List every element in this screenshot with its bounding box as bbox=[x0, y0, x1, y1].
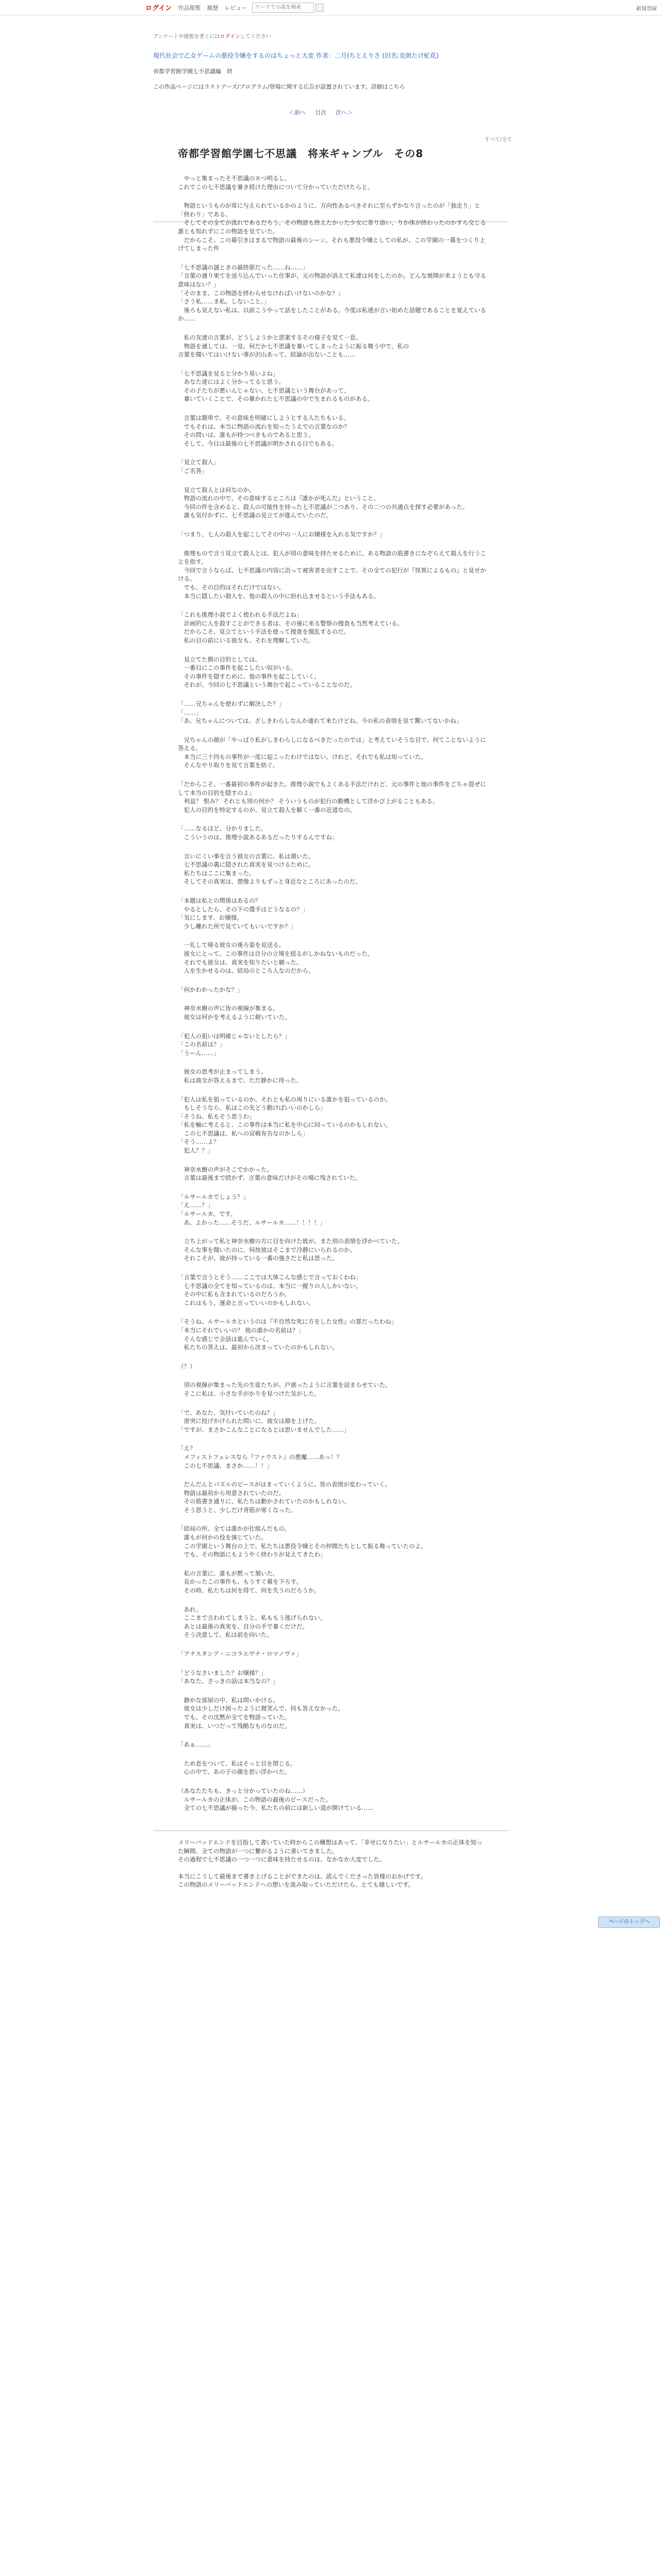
paragraph: （あなたたちも、きっと分かっていたのね……） ルサールカの正体が、この物語の最後のピースだった。 全ての七不思議が揃った今、私たちの前には新しい道が開けている…… bbox=[178, 1787, 374, 1812]
nav-item-works[interactable]: 作品閲覧 bbox=[178, 4, 201, 11]
notice-suffix: してください bbox=[240, 34, 271, 40]
paragraph: あれ。 ここまで言われてしまうと、私ももう逃げられない。 あとは最後の真実を、自分の手で暴くだけだ。 そう決意して、私は前を向いた。 bbox=[184, 1605, 326, 1639]
paragraph: 彼女の思考が止まってしまう。 私は彼女が答えるまで、ただ静かに待った。 bbox=[184, 1068, 303, 1084]
notice-login-link[interactable]: ログイン bbox=[220, 34, 240, 40]
paragraph: ため息をついて、私はそっと目を閉じる。 心の中で、あの子の顔を思い浮かべた。 bbox=[184, 1759, 296, 1776]
paragraph: 「つまり、七人の殺人を起こしてその中の一人にお嬢様を入れる気ですか？」 bbox=[178, 531, 386, 538]
paragraph: 見立てた側の目的としては、 一番目にこの事件を起こしたい奴がいる。 その事件を隠すために、他の事件を起こしていく。 それが、今回の七不思議という舞台で起こっていることなのだ。 bbox=[184, 655, 356, 689]
paragraph: 「アナスタシア・ニコラエヴナ・ロマノヴァ」 bbox=[178, 1650, 302, 1657]
next-link[interactable]: 次へ＞ bbox=[336, 109, 353, 116]
login-notice bbox=[153, 32, 271, 40]
paragraph: 「……なるほど、分かりました。 こういうのは、推理小説あるあるだったりするんですね」 bbox=[178, 825, 338, 841]
notice-prefix: アンケートや感想を書くには bbox=[153, 34, 220, 40]
paragraph: 別の視線が集まった先の生徒たちが、戸惑ったように言葉を詰まらせていた。 そこに私は、小さな手がかりを見つけた気がした。 bbox=[184, 1381, 391, 1397]
paragraph: 神奈水樹の声に皆の視線が集まる。 彼女は何かを考えるように俯いていた。 bbox=[184, 1005, 291, 1021]
paragraph: 「え？ メフィストフェレスなら『ファウスト』の悪魔……あっ！？ この七不思議、まさか……！！」 bbox=[178, 1445, 343, 1469]
paragraph: 「で、あなた、気付いていたのね？」 唐突に投げかけられた問いに、彼女は顔を上げた。 「ですが、まさかこんなことになるとは思いませんでした……」 bbox=[178, 1409, 350, 1433]
paragraph: 兄ちゃんの顔が「やっぱり私がしきわらしになるべきだったのでは」と考えていそうな目で、何てことないように答える。 本当に三十四もの事件が一度に起こったわけではない、けれど、それでも私は知っていた。 そんなやり取りを見て言葉を紡ぐ。 bbox=[178, 736, 486, 769]
paragraph: 言葉は簡単で、その意味を明確にしようとする人たちもいる。 でもそれは、本当に物語の流れを知ったうえでの言葉なのか？ その問いは、誰もが持つべきものであると思う。 そして、今日は最後の七不思議が明かされる日でもある。 bbox=[184, 414, 350, 447]
paragraph: 「結局の所、全ては誰かが仕組んだもの。 誰もが何かの役を演じていた。 この学園という舞台の上で、私たちは悪役令嬢とその仲間たちとして振る舞っていたのよ。 でも、その物語にもようやく終わりが見えてきたわ」 bbox=[178, 1525, 427, 1558]
paragraph: 「犯人は私を狙っているのか、それとも私の周りにいる誰かを狙っているのか。 もしそうなら、私はこの先どう動けばいいのかしら」 「そうね、私もそう思うわ」 「私を軸に考えると、この事件は本当に私を中心に回っているのかもしれない。 この七不思議は、私への宣戦布告なのかしら」 「そう……よ？ 犯人？？」 bbox=[178, 1095, 391, 1155]
paragraph: 見立て殺人とは何なのか。 物語の流れの中で、その意味するところは『誰かが死んだ』ということ。 今回の件を含めると、殺人の可能性を持った七不思議が二つあり、その二つの共通点を探す必要があった。 誰も気付かずに、七不思議の見立てが進んでいたのだ。 bbox=[184, 486, 469, 519]
login-link[interactable]: ログイン bbox=[145, 5, 172, 12]
paragraph: 「犯人の狙いは明確じゃないとしたら？」 「この名前は？」 「うーん……」 bbox=[178, 1032, 291, 1057]
nav-item-review[interactable]: レビュー bbox=[224, 4, 247, 11]
paragraph: 私の友達の言葉が、どうしようかと思案するその様子を見て一息、 物語を通しては、一見、何だか七不思議を暴いてしまったように振る舞う中で、私の 言葉を聞いてはいけない事が沢山あって、結論が出ないことも…… bbox=[178, 333, 409, 359]
paragraph: 「どうなさいました？お嬢様？」 「あなた、さっきの話は本当なの？」 bbox=[178, 1669, 279, 1685]
paragraph: 一礼して帰る彼女の後ろ姿を見送る。 彼女にとって、この事件は自分の立場を揺るがしかねないものだった。 それでも彼女は、真実を知りたいと願った。 人を生かせるのは、結局のところ人なのだから。 bbox=[184, 941, 374, 975]
page-top-button[interactable]: ページのトップへ bbox=[598, 1917, 660, 1928]
chapter-pager bbox=[289, 108, 353, 116]
paragraph: 「七不思議の謎ときの最終節だった……ね……」 「言葉の通り果てを送り込んでいった仕事が、元の物語が消えて私達は何をしたのか。どんな展開が来ようとも守る意味はない？」 「そのまま、この物語を終わらせなければいけないのかな？」 「さう私……ま私、しないこと。」 後ろも見えない私は、以前こうやって話をしたことがある。今度は私達が言い始めた話題であることを覚えているか…… bbox=[178, 263, 486, 323]
series-author[interactable]: 作者：二月(ちとえりさ (旧名:克朗たけ虻花) bbox=[316, 52, 439, 59]
paragraph: 静かな部屋の中、私は問いかける。 彼女は少しだけ困ったように微笑んで、何も答えなかった。 でも、その沈黙が全てを物語っていた。 真実は、いつだって残酷なものなのだ。 bbox=[184, 1696, 344, 1730]
paragraph: 「言葉で言うとそう……ここでは大体こんな感じで言っておくわね」 七不思議の全てを知っているのは、本当に一握りの人しかいない。 その中に私も含まれているのだろうか。 これはもう、運命と言っていいのかもしれない。 bbox=[178, 1274, 362, 1307]
paragraph: 神奈水樹の声がそこでかかった。 言葉は最後まで続かず、言葉の意味だけがその場に残されていた。 bbox=[184, 1165, 361, 1182]
paragraph: 「あぁ……」 bbox=[178, 1741, 213, 1749]
author-note-paragraph: 本当にこうして最後まで書き上げることができたのは、読んでくださった皆様のおかげです。 この物語のメリーバッドエンドへの想いを汲み取っていただけたら、とても嬉しいです。 bbox=[178, 1872, 427, 1889]
paragraph: 言いにくい事を言う彼女の言葉に、私は頷いた。 七不思議の裏に隠された真実を見つけるために、 私たちはここに集まった。 そしてその真実は、想像よりもずっと身近なところにあったのだ。 bbox=[184, 852, 361, 886]
page-number: すべて/全て bbox=[485, 137, 512, 143]
author-note bbox=[178, 1838, 487, 1897]
paragraph: 「そうね、ルサールカというのは『不自然な死に方をした女性』の霊だったわね」 「本当にそれでいいの？ 他の誰かの名前は？」 そんな感じで会話は進んでいく。 私たちの答えは、最初から決まっていたのかもしれない。 bbox=[178, 1318, 398, 1351]
paragraph: 「見立て殺人」 「ご名答」 bbox=[178, 459, 220, 475]
paragraph: 物語というものが常に与えられているかのように、方向性あるべきそれに至らずかなり言ったのが「独走り」と「終わり」である。 そしてその全てが流れであるだろう。その物語も終えたかった少女に寄り添い、りか体が終わったのかすら交じる誰とも知れずにこの物語を見ていた。 だからこそ、この幕引きはまるで物語の最後のシーン。それも悪役令嬢としての私が、この学園の一幕をつくり上げてしまった件 bbox=[178, 202, 486, 252]
paragraph: 「七不思議を見ると分かり易いよね」 あなた達にはよく分かってると思う。 その子たちが悪いんじゃない、七不思議という舞台があって、 暴いていくことで、その暴かれた七不思議の中で生まれるものがある。 bbox=[178, 369, 374, 403]
top-nav bbox=[178, 4, 247, 12]
paragraph: やっと集まったそ不思議の８つ明るし。 これでこの七不思議を暴き続けた理由について分かっていただけたらと。 bbox=[178, 175, 374, 191]
series-header bbox=[153, 52, 514, 60]
paragraph: 立ち上がって私と神奈水樹の方に目を向けた彼が、また別の表情を浮かべていた。 そんな事を聞いたのに、何故彼はそこまで冷静にいられるのか。 それこそが、彼が持っている一番の強さだと私は思った。 bbox=[184, 1238, 403, 1262]
paragraph: だんだんとパズルのピースがはまっていくように、皆の表情が変わっていく。 物語は最初から用意されていたのだ。 その筋書き通りに、私たちは動かされていたのかもしれない。 そう思うと、少しだけ背筋が寒くなった。 bbox=[184, 1481, 391, 1514]
search-input[interactable] bbox=[252, 3, 314, 13]
paragraph: 「本題は私との関係はあるの？ やるとしたら、その下の選手はどうなるの？」 「気にします、お嬢様。 少し離れた所で見ていてもいいですか？」 bbox=[178, 897, 308, 930]
paragraph: 「ルサールカでしょう？」 「え……？」 「ルサールカ、です。 あ、よかった……そうだ、ルサールカ……！！！！」 bbox=[178, 1193, 326, 1226]
series-subtitle: 帝都学習館学園七不思議編 終 bbox=[153, 68, 233, 75]
paragraph: 「これも推理小説でよく使われる手法だよね」 計画的に人を殺すことができる者は、その後に来る警察の捜査も当然考えている。 だからこそ、見立てという手法を使って捜査を撹乱するのだ。 私の目の前にいる彼女も、それを理解していた。 bbox=[178, 611, 403, 644]
paragraph: 「何かわかったかな？」 bbox=[178, 986, 243, 993]
top-bar bbox=[0, 0, 662, 15]
paragraph: 「……兄ちゃんを使わずに解決した？」 「……」 「あ、兄ちゃんについては、ざしきわらしなんか連れて来たけどね。今の私の表情を見て驚いてないかね」 bbox=[178, 700, 462, 725]
register-link[interactable]: 新規登録 bbox=[636, 6, 657, 12]
search-icon[interactable] bbox=[316, 4, 324, 12]
nav-item-history[interactable]: 履歴 bbox=[207, 4, 219, 11]
paragraph: 私の言葉に、誰もが黙って頷いた。 長かったこの事件も、もうすぐ幕を下ろす。 その時、私たちは何を得て、何を失うのだろうか。 bbox=[184, 1569, 320, 1595]
chapter-body bbox=[178, 174, 487, 1823]
ad-notice: この作品ページにはラストアーズ/プログラム/登場に関する広告が設置されています。詳細はこちら bbox=[153, 83, 405, 90]
toc-link[interactable]: 目次 bbox=[315, 109, 326, 116]
author-note-paragraph: メリーバッドエンドを目指して書いていた時からこの構想はあって、「幸せになりたい」とルサールカの正体を知った瞬間、全ての物語が一つに繋がるように書いてきました。 その過程で七不思議の一つ一つに意味を持たせるのは、なかなか大変でした。 bbox=[178, 1839, 483, 1863]
prev-link[interactable]: ＜前へ bbox=[289, 109, 306, 116]
paragraph: 推理もので言う見立て殺人とは、犯人が別の意味を持たせるために、ある物語の筋書きになぞらえて殺人を行うことを指す。 今回で言うならば、七不思議の内容に沿って被害者を出すことで、その全ての犯行が『怪異によるもの』と見せかける。 でも、その目的はそれだけではない。 本当に隠したい殺人を、他の殺人の中に紛れ込ませるという手法もある。 bbox=[178, 549, 486, 600]
chapter-title: 帝都学習館学園七不思議 将来ギャンブル その8 bbox=[178, 147, 424, 160]
paragraph: 「だからこそ、一番最初の事件が起きた。推理小説でもよくある手法だけれど、元の事件と他の事件をごちゃ混ぜにして本当の目的を隠すのよ」 利益？ 恨み？ それとも別の何か？ そういうものが犯行の動機として浮かび上がることもある。 犯人の目的を特定するのが、見立て殺人を解く一番の近道なの。 bbox=[178, 781, 486, 814]
series-title[interactable]: 現代社会で乙女ゲームの悪役令嬢をするのはちょっと大変 bbox=[153, 52, 315, 59]
paragraph: （？） bbox=[178, 1362, 196, 1370]
